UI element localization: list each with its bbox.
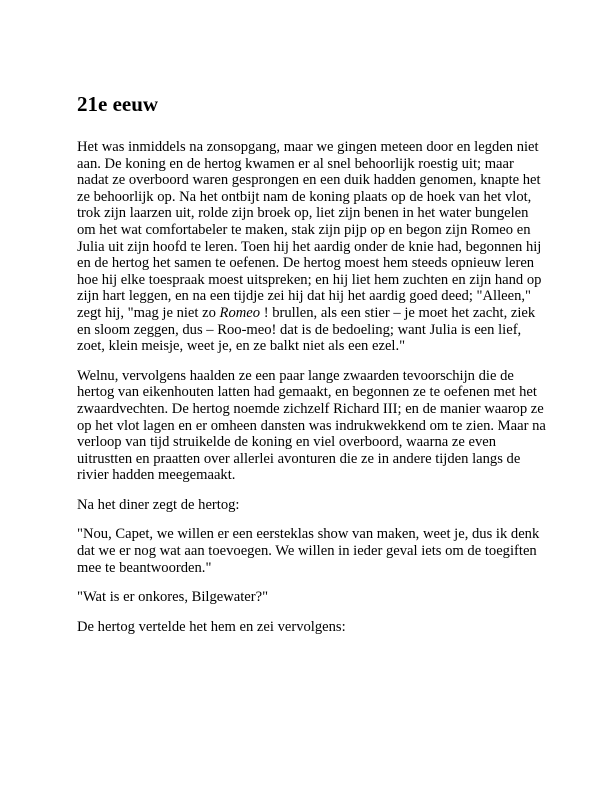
document-page [77, 92, 547, 648]
paragraph-2: Welnu, vervolgens haalden ze een paar lange zwaarden tevoorschijn die de hertog van eikenhouten latten had gemaakt, en begonnen ze te oefenen met het zwaardvechten. De hertog noemde zichzelf Richard III; en de manier waarop ze op het vlot lagen en er omheen dansten was indrukwekkend om te zien. Maar na verloop van tijd struikelde de koning en viel overboord, waarna ze even uitrustten en praatten over allerlei avonturen die ze in andere tijden langs de rivier hadden meegemaakt. [77, 367, 546, 484]
paragraph-1-text-b: ! brullen, als een stier – je moet het zacht, ziek en sloom zeggen, dus – Roo-meo! dat is de bedoeling; want Julia is een lief, zoet, klein meisje, weet je, en ze balkt niet als een ezel." [77, 304, 536, 355]
paragraph-1-emphasis: Romeo [219, 304, 261, 321]
paragraph-4: "Nou, Capet, we willen er een eersteklas show van maken, weet je, dus ik denk dat we er nog wat aan toevoegen. We willen in ieder geval iets om de toegiften mee te beantwoorden." [77, 526, 540, 576]
paragraph-5: "Wat is er onkores, Bilgewater?" [77, 589, 269, 606]
paragraph-1-text-a: Het was inmiddels na zonsopgang, maar we gingen meteen door en legden niet aan. De koning en de hertog kwamen er al snel behoorlijk roestig uit; maar nadat ze overboord waren gesprongen en een duik hadden genomen, knapte het ze behoorlijk op. Na het ontbijt nam de koning plaats op de hoek van het vlot, trok zijn laarzen uit, rolde zijn broek op, liet zijn benen in het water bungelen om het wat comfortabeler te maken, stak zijn pijp op en begon zijn Romeo en Julia uit zijn hoofd te leren. Toen hij het aardig onder de knie had, begonnen hij en de hertog het samen te oefenen. De hertog moest hem steeds opnieuw leren hoe hij elke toespraak moest uitspreken; en hij liet hem zuchten en zijn hand op zijn hart leggen, en na een tijdje zei hij dat hij het aardig goed deed; "Alleen," zegt hij, "mag je niet zo [77, 139, 542, 321]
chapter-heading: 21e eeuw [77, 92, 159, 116]
paragraph-6: De hertog vertelde het hem en zei vervolgens: [77, 618, 346, 635]
paragraph-1 [77, 139, 547, 355]
paragraph-3: Na het diner zegt de hertog: [77, 496, 240, 513]
